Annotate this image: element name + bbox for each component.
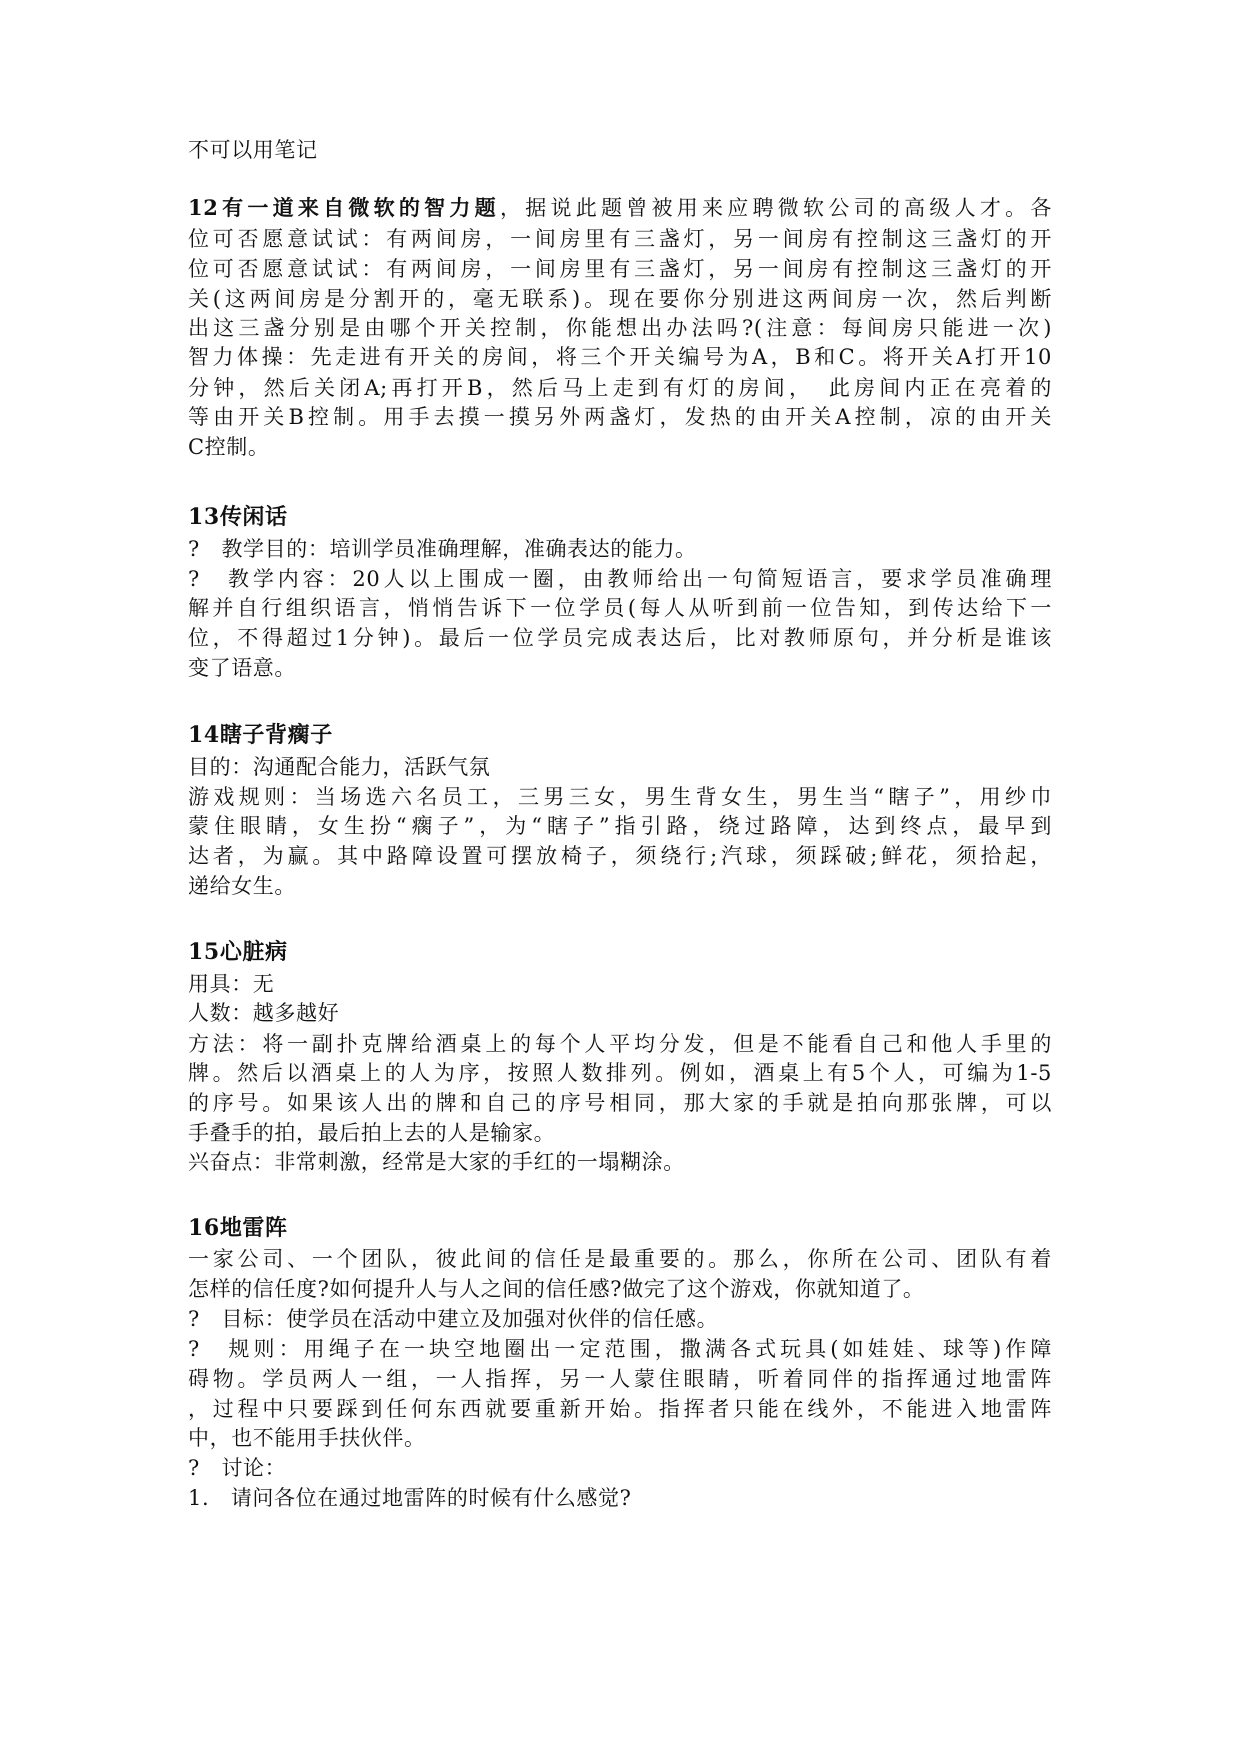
- section-13-line-5: 变了语意。: [188, 656, 296, 680]
- section-12-title-line: [188, 194, 1052, 222]
- section-15-excitement: 兴奋点：非常刺激，经常是大家的手红的一塌糊涂。: [188, 1150, 685, 1174]
- section-15-tools: 用具：无: [188, 972, 275, 996]
- section-14-rules-4: 递给女生。: [188, 874, 296, 898]
- section-13-line-4: 位，不得超过1分钟)。最后一位学员完成表达后，比对教师原句，并分析是谁该: [188, 626, 1052, 650]
- section-16-heading: 16地雷阵: [188, 1215, 288, 1241]
- section-14-heading: 14瞎子背瘸子: [188, 722, 333, 748]
- section-12-line-3: 位可否愿意试试：有两间房，一间房里有三盏灯，另一间房有控制这三盏灯的开: [188, 257, 1052, 281]
- section-13-line-3: 解并自行组织语言，悄悄告诉下一位学员(每人从听到前一位告知，到传达给下一: [188, 596, 1052, 620]
- section-13-item-2: ? 教学内容：20人以上围成一圈，由教师给出一句简短语言，要求学员准确理: [188, 567, 1052, 591]
- section-16-rules-3: ，过程中只要踩到任何东西就要重新开始。指挥者只能在线外，不能进入地雷阵: [188, 1397, 1052, 1421]
- section-12-line-7: 分钟，然后关闭A;再打开B，然后马上走到有灯的房间， 此房间内正在亮着的: [188, 376, 1052, 400]
- section-12-line-9: C控制。: [188, 435, 270, 459]
- section-12-line-2: 位可否愿意试试：有两间房，一间房里有三盏灯，另一间房有控制这三盏灯的开: [188, 227, 1052, 251]
- section-14-rules-1: 游戏规则：当场选六名员工，三男三女，男生背女生，男生当“瞎子”，用纱巾: [188, 785, 1052, 809]
- section-12-line-6: 智力体操：先走进有开关的房间，将三个开关编号为A，B和C。将开关A打开10: [188, 345, 1052, 369]
- section-12-title-rest: ，据说此题曾被用来应聘微软公司的高级人才。各: [499, 196, 1052, 220]
- section-16-goal: ? 目标：使学员在活动中建立及加强对伙伴的信任感。: [188, 1307, 719, 1331]
- section-16-discussion: ? 讨论：: [188, 1456, 287, 1480]
- section-14-rules-2: 蒙住眼睛，女生扮“瘸子”，为“瞎子”指引路，绕过路障，达到终点，最早到: [188, 814, 1052, 838]
- section-16-rules-2: 碍物。学员两人一组，一人指挥，另一人蒙住眼睛，听着同伴的指挥通过地雷阵: [188, 1367, 1052, 1391]
- section-16-intro-2: 怎样的信任度?如何提升人与人之间的信任感?做完了这个游戏，你就知道了。: [188, 1277, 925, 1301]
- section-15-method-1: 方法：将一副扑克牌给酒桌上的每个人平均分发，但是不能看自己和他人手里的: [188, 1032, 1052, 1056]
- section-14-purpose: 目的：沟通配合能力，活跃气氛: [188, 755, 491, 779]
- section-13-item-1: ? 教学目的：培训学员准确理解，准确表达的能力。: [188, 537, 697, 561]
- section-15-method-2: 牌。然后以酒桌上的人为序，按照人数排列。例如，酒桌上有5个人，可编为1-5: [188, 1061, 1052, 1085]
- section-16-rules-4: 中，也不能用手扶伙伴。: [188, 1426, 426, 1450]
- section-12-line-5: 出这三盏分别是由哪个开关控制，你能想出办法吗?(注意：每间房只能进一次): [188, 316, 1052, 340]
- section-12-title: 12有一道来自微软的智力题: [188, 195, 500, 220]
- intro-note: 不可以用笔记: [188, 138, 318, 162]
- section-16-intro-1: 一家公司、一个团队，彼此间的信任是最重要的。那么，你所在公司、团队有着: [188, 1247, 1052, 1271]
- section-15-method-4: 手叠手的拍，最后拍上去的人是输家。: [188, 1121, 556, 1145]
- section-14-rules-3: 达者，为赢。其中路障设置可摆放椅子，须绕行;汽球，须踩破;鲜花，须拾起，: [188, 844, 1052, 868]
- section-15-people: 人数：越多越好: [188, 1001, 340, 1025]
- section-16-question-1: 1. 请问各位在通过地雷阵的时候有什么感觉?: [188, 1486, 632, 1510]
- section-15-heading: 15心脏病: [188, 939, 288, 965]
- section-12-line-4: 关(这两间房是分割开的，毫无联系)。现在要你分别进这两间房一次，然后判断: [188, 287, 1052, 311]
- section-13-heading: 13传闲话: [188, 504, 288, 530]
- section-16-rules-1: ? 规则：用绳子在一块空地圈出一定范围，撒满各式玩具(如娃娃、球等)作障: [188, 1337, 1052, 1361]
- section-12-line-8: 等由开关B控制。用手去摸一摸另外两盏灯，发热的由开关A控制，凉的由开关: [188, 405, 1052, 429]
- section-15-method-3: 的序号。如果该人出的牌和自己的序号相同，那大家的手就是拍向那张牌，可以: [188, 1091, 1052, 1115]
